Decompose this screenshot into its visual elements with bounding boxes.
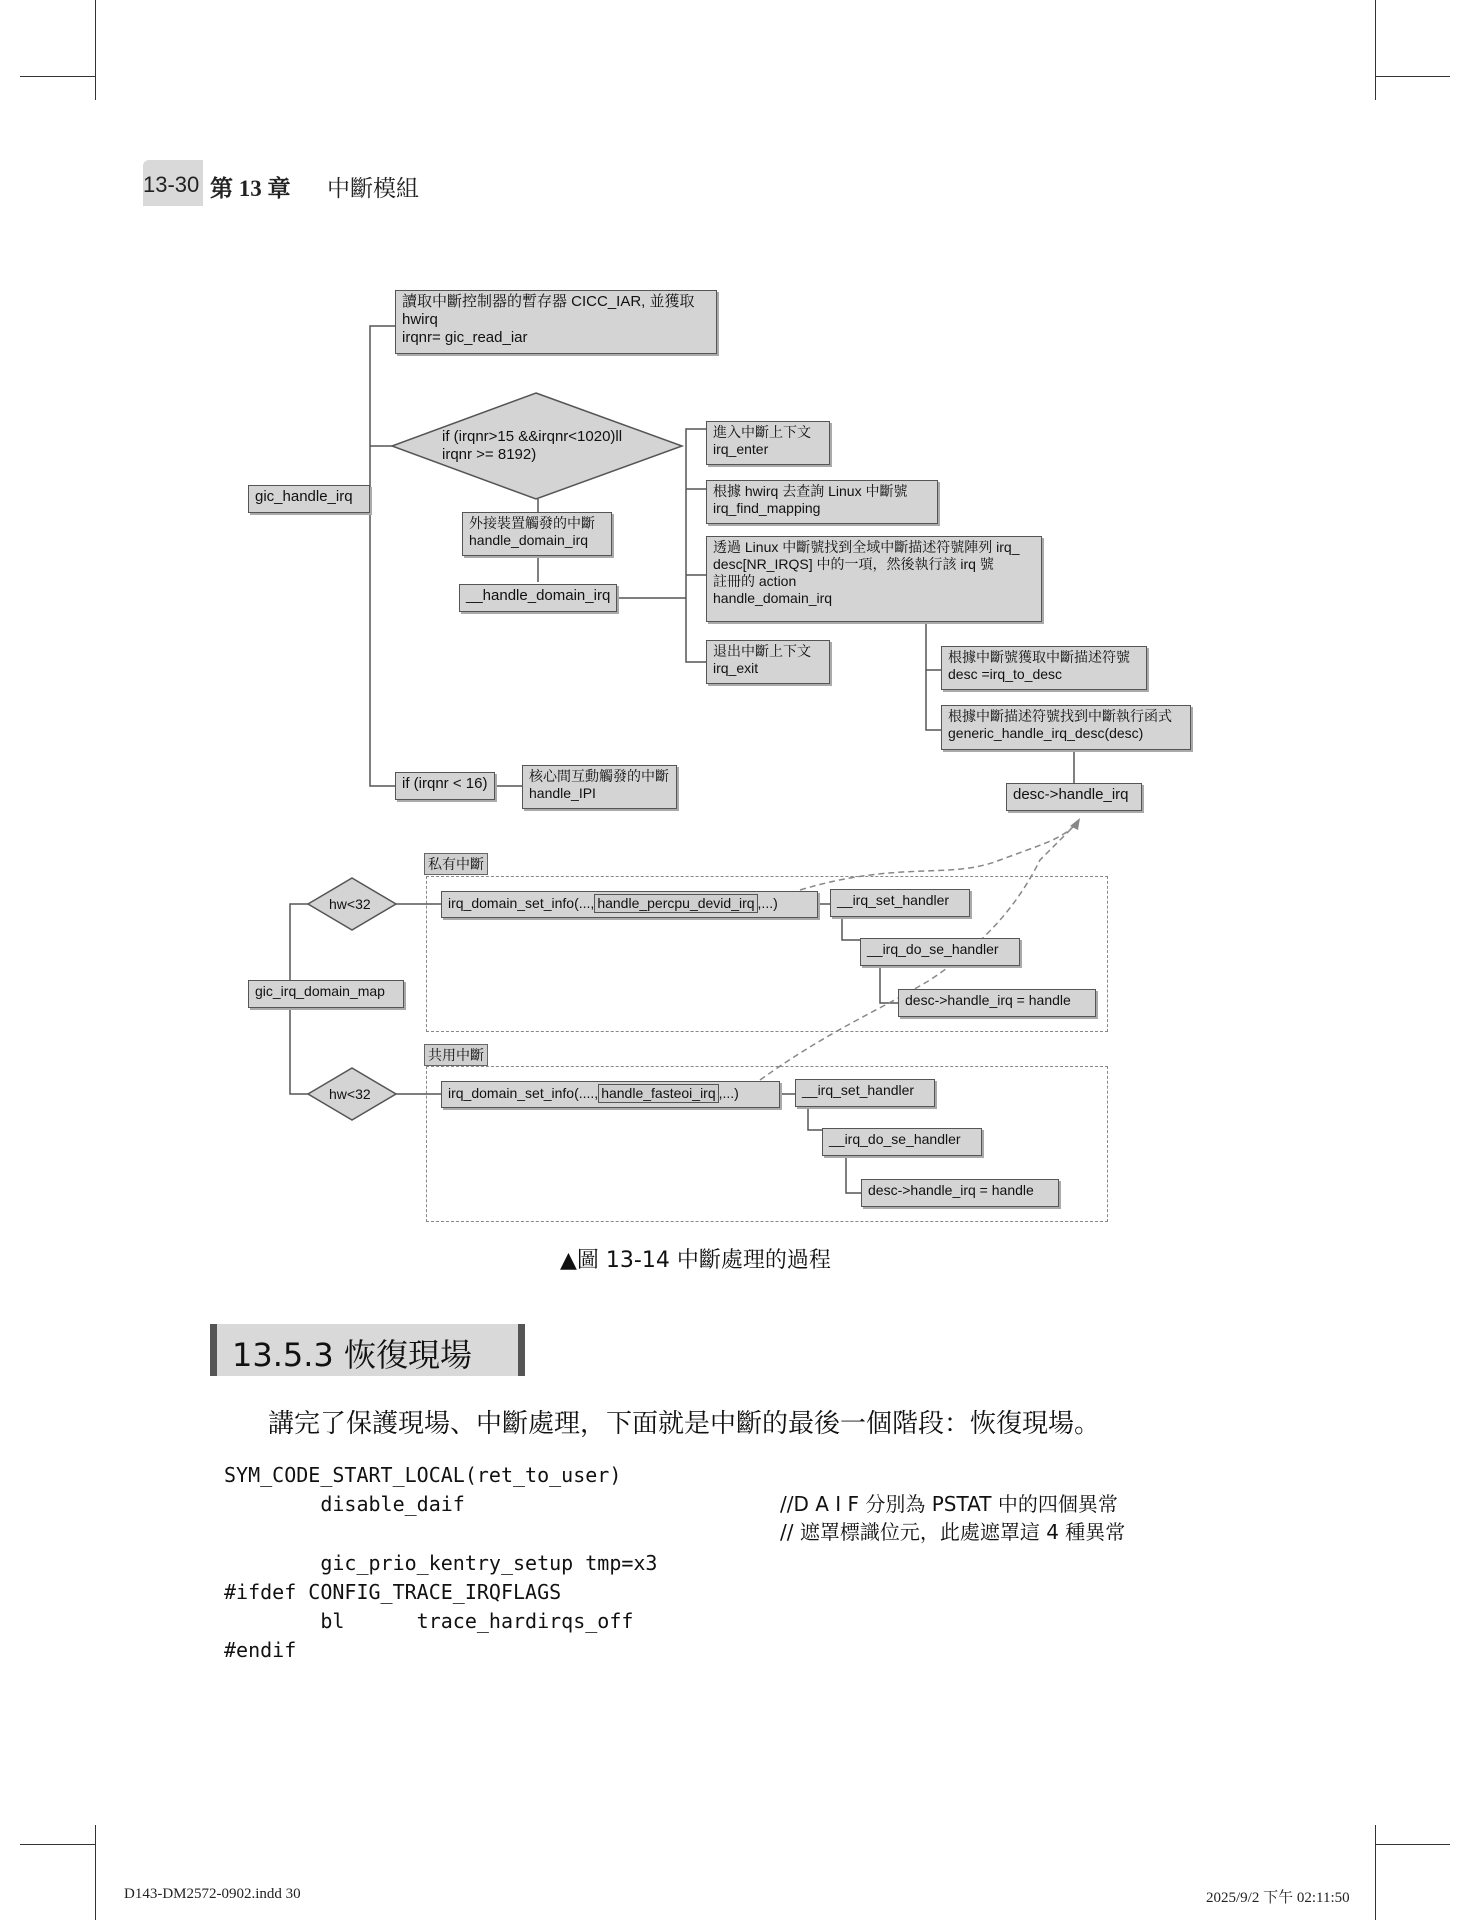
generic-handle-box: 根據中斷描述符號找到中斷執行函式 generic_handle_irq_desc(desc) <box>941 705 1191 750</box>
footer-timestamp: 2025/9/2 下午 02:11:50 <box>1206 1890 1350 1906</box>
desc-array-box: 透過 Linux 中斷號找到全域中斷描述符號陣列 irq_ desc[NR_IRQS] 中的一項，然後執行該 irq 號 註冊的 action handle_domain_irq <box>706 536 1042 622</box>
code-line: disable_daif <box>224 1492 465 1516</box>
crop-mark <box>20 1844 95 1845</box>
gic-irq-domain-map-box: gic_irq_domain_map <box>248 980 404 1008</box>
section-title: 13.5.3 恢復現場 <box>232 1336 472 1374</box>
private-desc-assign-box: desc->handle_irq = handle <box>898 989 1096 1017</box>
shared-set-info-box: irq_domain_set_info(...., handle_fasteoi_irq ,...) <box>441 1081 780 1108</box>
section-heading-left-rule <box>210 1324 217 1376</box>
hw-condition-private: hw<32 <box>329 896 371 912</box>
external-irq-box: 外接裝置觸發的中斷 handle_domain_irq <box>462 512 612 556</box>
code-comment: //D A I F 分別為 PSTAT 中的四個異常 <box>780 1492 1118 1516</box>
shared-set-handler-box: __irq_set_handler <box>795 1079 935 1107</box>
private-do-set-handler-box: __irq_do_se_handler <box>860 938 1020 966</box>
crop-mark <box>1375 1844 1450 1845</box>
code-line: gic_prio_kentry_setup tmp=x3 <box>224 1551 658 1575</box>
private-set-handler-box: __irq_set_handler <box>830 889 970 917</box>
chapter-label: 第 13 章 <box>210 176 291 201</box>
body-paragraph: 講完了保護現場、中斷處理，下面就是中斷的最後一個階段：恢復現場。 <box>268 1409 1101 1439</box>
handle-domain-irq-box: __handle_domain_irq <box>459 584 617 612</box>
code-line: #endif <box>224 1638 297 1662</box>
handle-ipi-box: 核心間互動觸發的中斷 handle_IPI <box>522 765 677 809</box>
condition-text: if (irqnr>15 &&irqnr<1020)ll irqnr >= 8192) <box>442 428 623 463</box>
figure-caption: ▲圖 13-14 中斷處理的過程 <box>560 1248 831 1273</box>
crop-mark <box>95 1825 96 1920</box>
chapter-title: 中斷模組 <box>327 176 419 202</box>
hw-condition-shared: hw<32 <box>329 1086 371 1102</box>
code-line: bl trace_hardirqs_off <box>224 1609 634 1633</box>
crop-mark <box>1375 1825 1376 1920</box>
code-line: #ifdef CONFIG_TRACE_IRQFLAGS <box>224 1580 562 1604</box>
shared-desc-assign-box: desc->handle_irq = handle <box>861 1179 1059 1207</box>
gic-handle-irq-box: gic_handle_irq <box>248 485 370 513</box>
page-number: 13-30 <box>143 172 200 197</box>
irq-exit-box: 退出中斷上下文 irq_exit <box>706 640 830 684</box>
shared-irq-label: 共用中斷 <box>424 1044 488 1066</box>
section-heading-right-rule <box>518 1324 525 1376</box>
irq-to-desc-box: 根據中斷號獲取中斷描述符號 desc =irq_to_desc <box>941 646 1147 690</box>
private-irq-label: 私有中斷 <box>424 853 488 875</box>
irq-enter-box: 進入中斷上下文 irq_enter <box>706 421 830 465</box>
ipi-condition-box: if (irqnr < 16) <box>395 772 495 800</box>
code-comment: // 遮罩標識位元，此處遮罩這 4 種異常 <box>780 1520 1126 1544</box>
code-line: SYM_CODE_START_LOCAL(ret_to_user) <box>224 1463 622 1487</box>
read-iar-box: 讀取中斷控制器的暫存器 CICC_IAR, 並獲取 hwirq irqnr= gic_read_iar <box>395 290 717 354</box>
footer-file-info: D143-DM2572-0902.indd 30 <box>124 1886 301 1902</box>
desc-handle-irq-box: desc->handle_irq <box>1006 783 1142 811</box>
private-set-info-box: irq_domain_set_info(..., handle_percpu_devid_irq ,...) <box>441 891 818 918</box>
shared-do-set-handler-box: __irq_do_se_handler <box>822 1128 982 1156</box>
find-mapping-box: 根據 hwirq 去查詢 Linux 中斷號 irq_find_mapping <box>706 480 938 524</box>
